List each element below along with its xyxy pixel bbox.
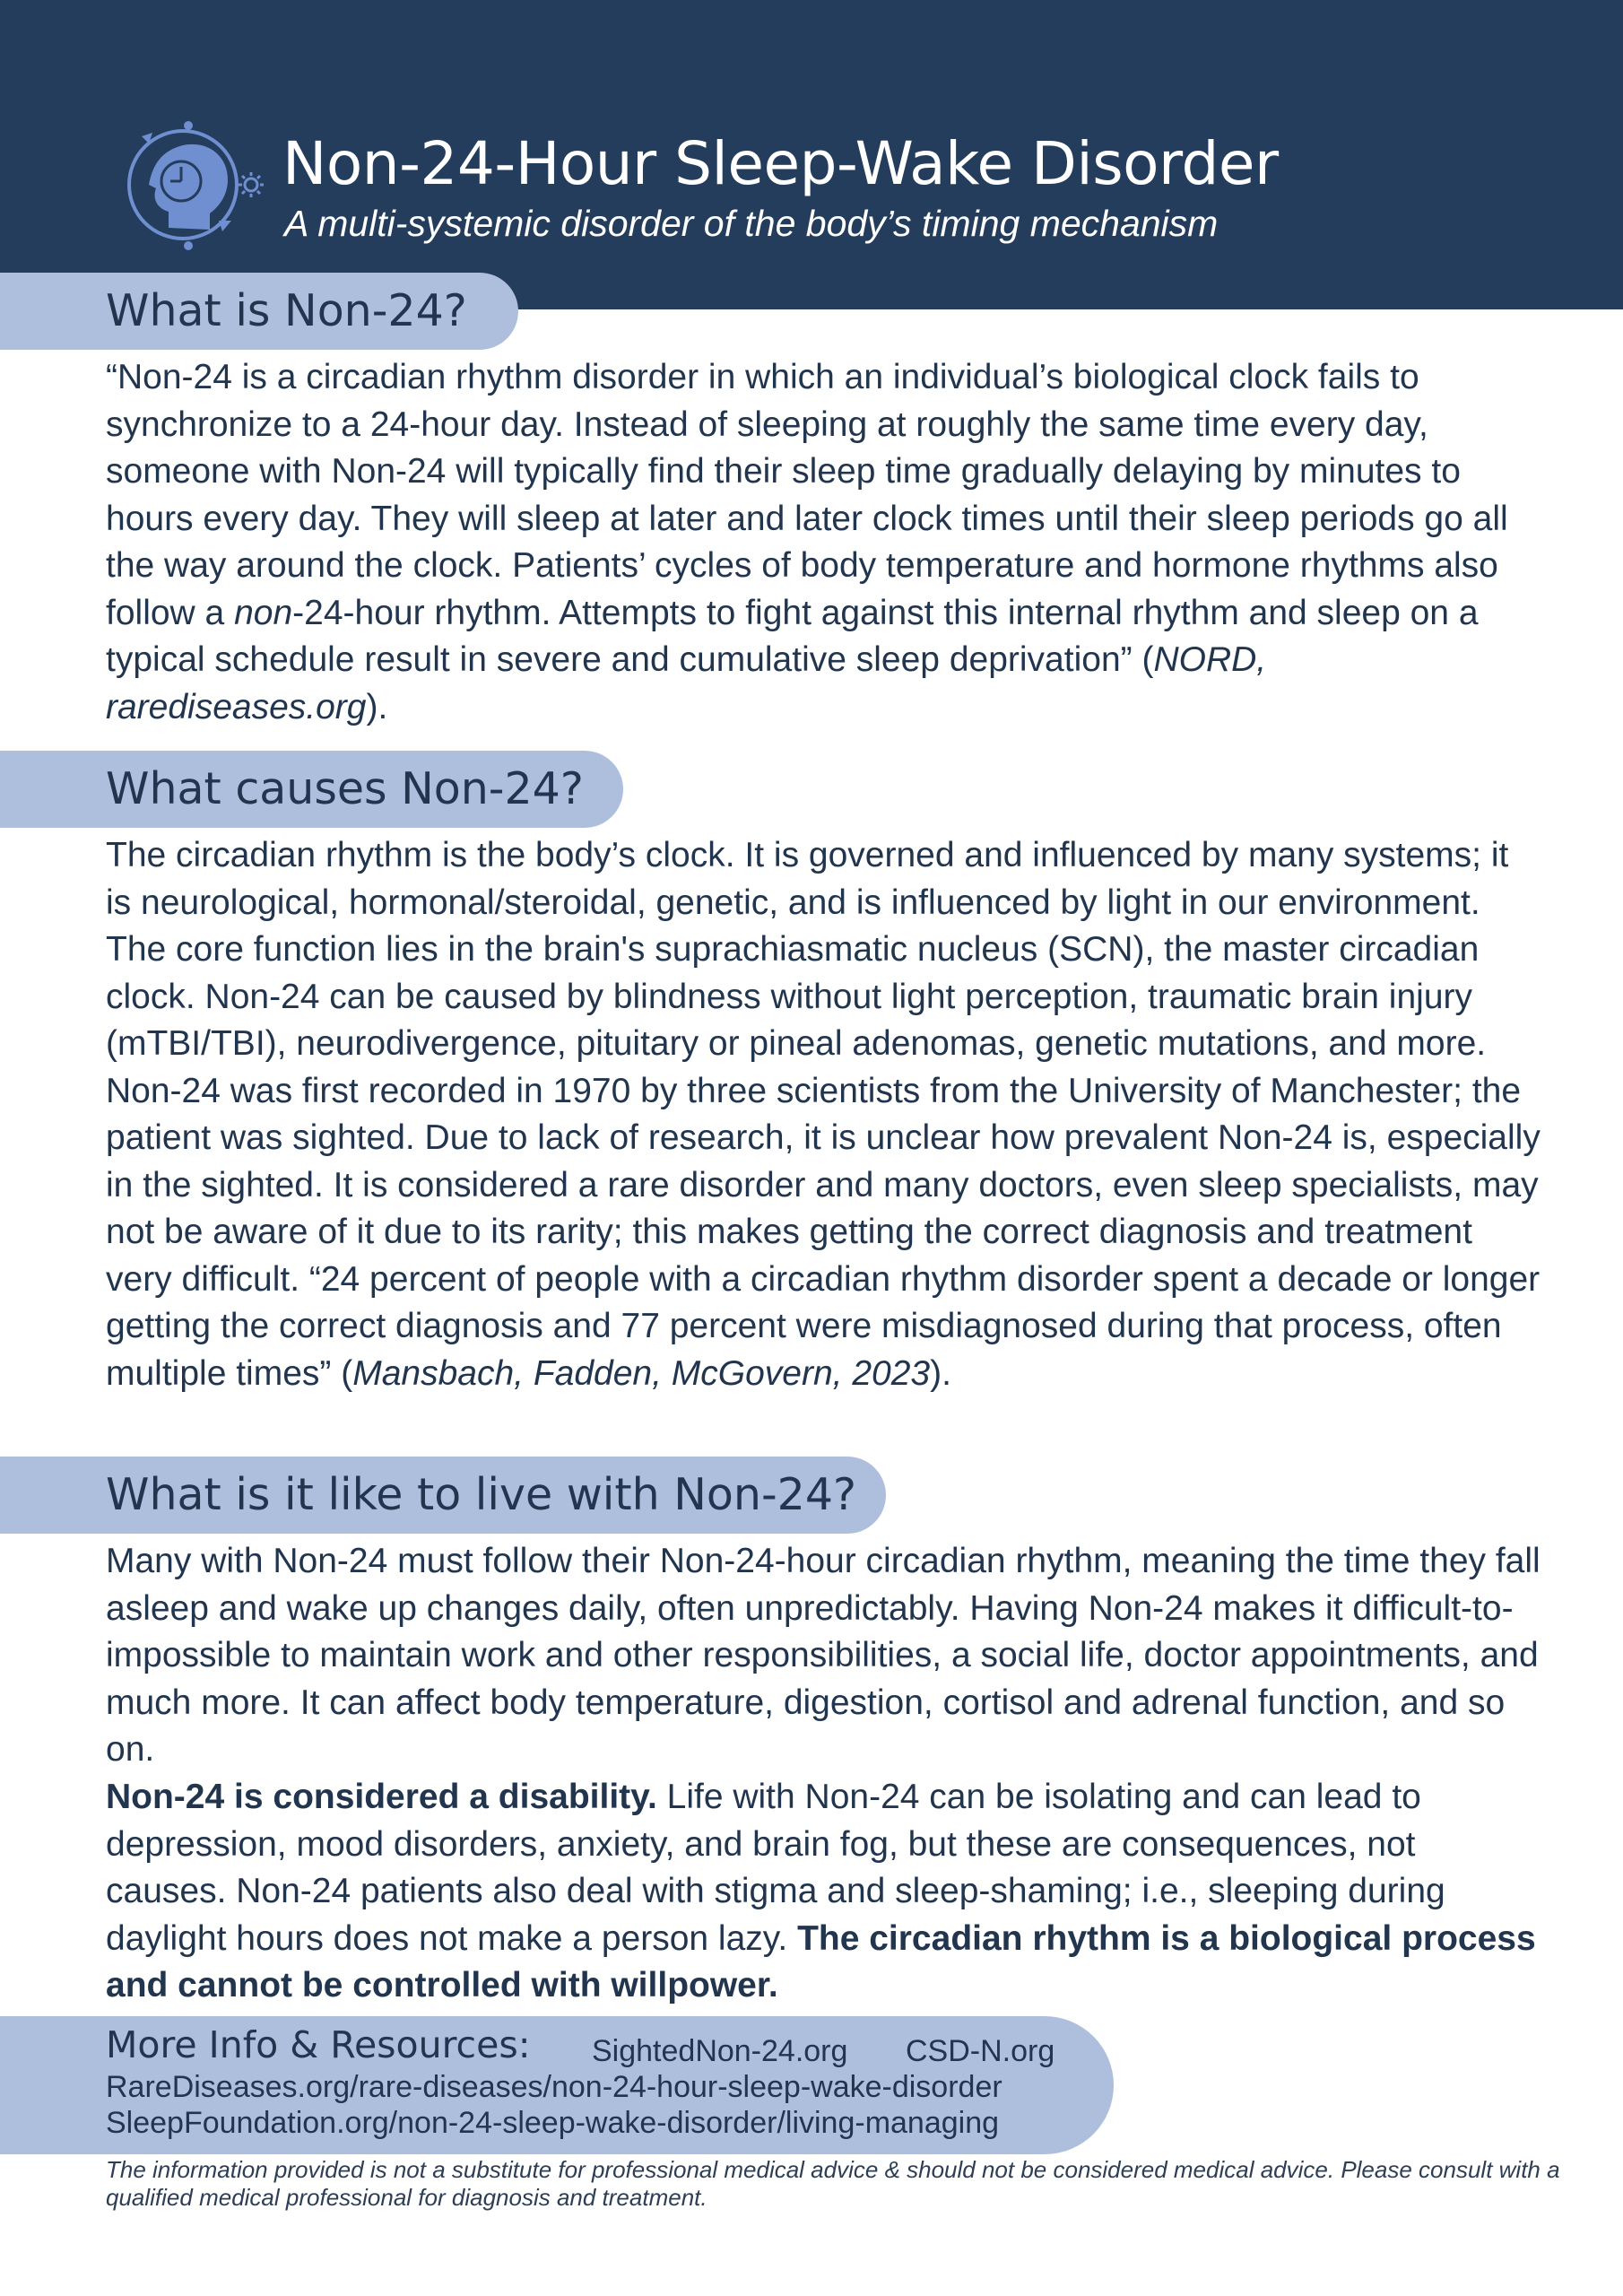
disclaimer-text: The information provided is not a substitute for professional medical advice & should not be considered medical advice. Please consult with a qualified medical professional for diagnosis and treatment. bbox=[106, 2156, 1560, 2211]
text-run: Many with Non-24 must follow their Non-24-hour circadian rhythm, meaning the time they fall asleep and wake up changes daily, often unpredictably. Having Non-24 makes it difficult-to-impossible to maintain work and other responsibilities, a social life, doctor appointments, and much more. It can affect body temperature, digestion, cortisol and adrenal function, and so on. bbox=[106, 1542, 1541, 1769]
text-run: ). bbox=[366, 687, 388, 726]
page-subtitle: A multi-systemic disorder of the body’s timing mechanism bbox=[284, 203, 1219, 244]
section-body-disability bbox=[106, 1774, 1541, 2010]
resource-link-sleepfoundation[interactable]: SleepFoundation.org/non-24-sleep-wake-disorder/living-managing bbox=[106, 2106, 1000, 2140]
italic-run: non bbox=[234, 593, 293, 632]
italic-run: Mansbach, Fadden, McGovern, 2023 bbox=[352, 1353, 931, 1393]
section-body-living-with bbox=[106, 1538, 1541, 1774]
section-heading-living-with: What is it like to live with Non-24? bbox=[0, 1457, 886, 1534]
bold-run: The circadian rhythm is a biological process and cannot be controlled with willpower. bbox=[106, 1918, 1536, 2005]
resources-heading: More Info & Resources: bbox=[106, 2023, 531, 2066]
text-run: ). bbox=[930, 1353, 951, 1393]
text-run: -24-hour rhythm. Attempts to fight against this internal rhythm and sleep on a typical schedule result in severe and cumulative sleep deprivation” ( bbox=[106, 593, 1479, 679]
section-heading-causes: What causes Non-24? bbox=[0, 751, 623, 828]
section-body-causes bbox=[106, 832, 1541, 1397]
italic-run: NORD, rarediseases.org bbox=[106, 640, 1267, 726]
text-run: “Non-24 is a circadian rhythm disorder in which an individual’s biological clock fails to synchronize to a 24-hour day. Instead of sleeping at roughly the same time every day, someone with Non-24 will typically find their sleep time gradually delaying by minutes to hours every day. They will sleep at later and later clock times until their sleep periods go all the way around the clock. Patients’ cycles of body temperature and hormone rhythms also follow a bbox=[106, 358, 1508, 632]
section-body-what-is bbox=[106, 354, 1541, 731]
resource-link-rarediseases[interactable]: RareDiseases.org/rare-diseases/non-24-hour-sleep-wake-disorder bbox=[106, 2070, 1002, 2104]
text-run: The circadian rhythm is the body’s clock. It is governed and influenced by many systems; it is neurological, hormonal/steroidal, genetic, and is influenced by light in our environment. The core function lies in the brain's suprachiasmatic nucleus (SCN), the master circadian clock. Non-24 can be caused by blindness without light perception, traumatic brain injury (mTBI/TBI), neurodivergence, pituitary or pineal adenomas, genetic mutations, and more. Non-24 was first recorded in 1970 by three scientists from the University of Manchester; the patient was sighted. Due to lack of research, it is unclear how prevalent Non-24 is, especially in the sighted. It is considered a rare disorder and many doctors, even sleep specialists, may not be aware of it due to its rarity; this makes getting the correct diagnosis and treatment very difficult. “24 percent of people with a circadian rhythm disorder spent a decade or longer getting the correct diagnosis and 77 percent were misdiagnosed during that process, often multiple times” ( bbox=[106, 836, 1541, 1393]
head-clock-cycle-icon bbox=[106, 115, 271, 258]
section-heading-what-is: What is Non-24? bbox=[0, 273, 518, 350]
resource-link-csdn[interactable]: CSD-N.org bbox=[906, 2034, 1055, 2068]
resource-link-sightednon24[interactable]: SightedNon-24.org bbox=[592, 2034, 848, 2068]
bold-run: Non-24 is considered a disability. bbox=[106, 1778, 657, 1816]
page-title: Non-24-Hour Sleep-Wake Disorder bbox=[282, 129, 1279, 198]
text-run: Life with Non-24 can be isolating and can lead to depression, mood disorders, anxiety, and brain fog, but these are consequences, not causes. Non-24 patients also deal with stigma and sleep-shaming; i.e., sleeping during daylight hours does not make a person lazy. bbox=[106, 1778, 1445, 1958]
